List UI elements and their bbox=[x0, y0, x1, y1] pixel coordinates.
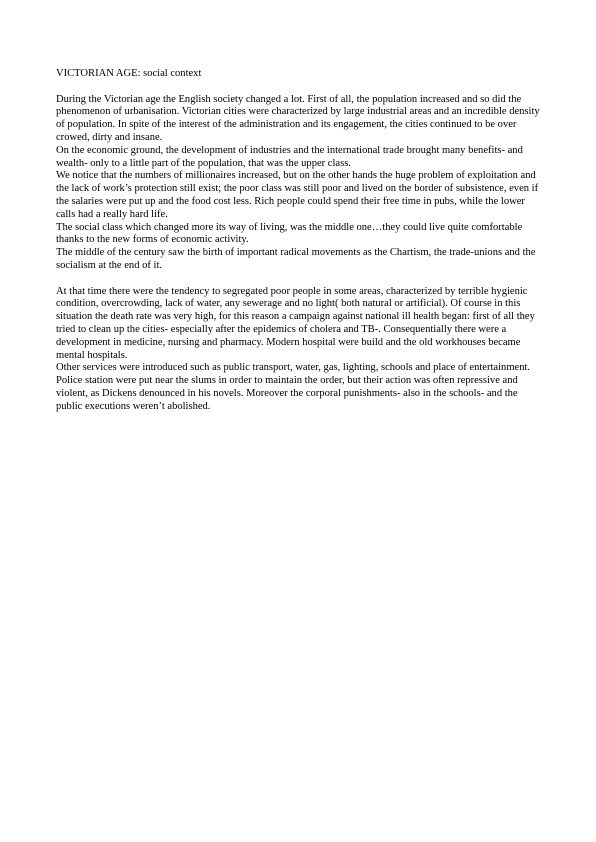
paragraph-population: During the Victorian age the English society changed a lot. First of all, the population increased and so did the phenomenon of urbanisation. Victorian cities were characterized by large industrial areas and an incredible density of population. In spite of the interest of the administration and its engagement, the cities continued to be over crowed, dirty and insane. bbox=[56, 93, 540, 143]
paragraph-segregation: At that time there were the tendency to segregated poor people in some areas, characterized by terrible hygienic condition, overcrowding, lack of water, any sewerage and no light( both natural or artificial). Of course in this situation the death rate was very high, for this reason a campaign against national ill health began: first of all they tried to clean up the cities- especially after the epidemics of cholera and TB-. Consequentially there were a development in medicine, nursing and pharmacy. Modern hospital were build and the old workhouses became mental hospitals. bbox=[56, 285, 535, 361]
paragraph-services: Other services were introduced such as public transport, water, gas, lighting, schools and place of entertainment. bbox=[56, 362, 531, 374]
paragraph-police: Police station were put near the slums in order to maintain the order, but their action was often repressive and violent, as Dickens denounced in his novels. Moreover the corporal punishments- also in the schools- and the public executions weren’t abolished. bbox=[56, 375, 518, 412]
paragraph-millionaires: We notice that the numbers of millionaires increased, but on the other hands the huge problem of exploitation and the lack of work’s protection still exist; the poor class was still poor and lived on the border of subsistence, even if the salaries were put up and the food cost less. Rich people could spend their free time in pubs, while the lower calls had a really hard life. bbox=[56, 170, 539, 220]
section-social-context bbox=[56, 94, 540, 273]
paragraph-spacer bbox=[56, 273, 540, 286]
paragraph-economic-ground: On the economic ground, the development of industries and the international trade brought many benefits- and wealth- only to a little part of the population, that was the upper class. bbox=[56, 144, 523, 169]
document-title: VICTORIAN AGE: social context bbox=[56, 68, 202, 79]
paragraph-radical-movements: The middle of the century saw the birth of important radical movements as the Chartism, the trade-unions and the socialism at the end of it. bbox=[56, 247, 536, 271]
document-page bbox=[56, 68, 540, 414]
section-health-services bbox=[56, 286, 540, 414]
paragraph-middle-class: The social class which changed more its way of living, was the middle one…they could live quite comfortable thanks to the new forms of economic activity. bbox=[56, 221, 523, 246]
